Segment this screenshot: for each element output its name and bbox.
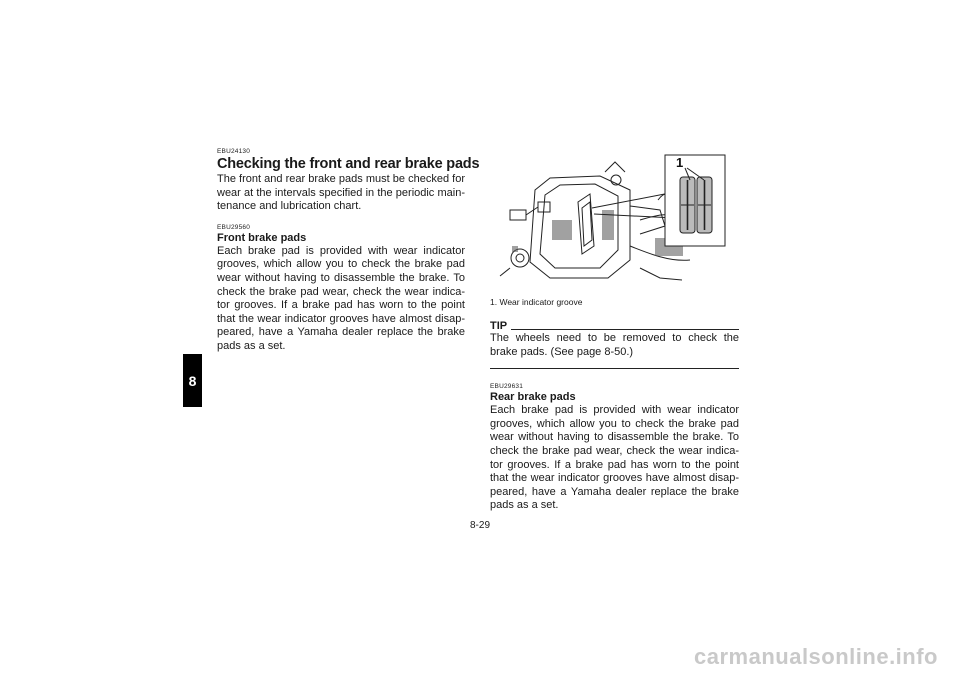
figure-callout-1: 1 [676,155,684,170]
subsection-code: EBU29560 [217,223,251,231]
watermark: carmanualsonline.info [694,644,938,669]
front-pads-paragraph: Each brake pad is provided with wear indicator grooves, which allow you to check the brake pad wear without having to disassemble the brake. To check the brake pad wear, check the wear indica-tor grooves. If a brake pad has worn to the point that the wear indicator grooves have almost disap-peared, have a Yamaha dealer replace the brake pads as a set. [217,244,465,352]
rear-section-code: EBU29631 [490,383,524,391]
rear-pads-heading: Rear brake pads [490,391,576,404]
tip-text: The wheels need to be removed to check the brake pads. (See page 8-50.) [490,332,739,358]
section-code: EBU24130 [217,148,251,155]
page-number: 8-29 [469,520,490,531]
brake-pad-figure [490,150,739,293]
chapter-tab: 8 [183,354,202,407]
tip-divider [511,329,739,330]
rear-pads-paragraph: Each brake pad is provided with wear indicator grooves, which allow you to check the brake pad wear without having to disassemble the brake. To check the brake pad wear, check the wear indica-tor grooves. If a brake pad has worn to the point that the wear indicator grooves have almost disap-peared, have a Yamaha dealer replace the brake pads as a set. [490,404,739,512]
left-column [217,148,480,354]
figure-caption: 1. Wear indicator groove [490,297,583,307]
section-title: Checking the front and rear brake pads [217,156,480,172]
intro-paragraph: The front and rear brake pads must be checked for wear at the intervals specified in the periodic main-tenance and lubrication chart. [217,173,465,213]
right-column [490,150,739,513]
front-pads-heading: Front brake pads [217,231,307,244]
tip-box [490,320,739,369]
brake-caliper-illustration [490,150,739,293]
tip-label: TIP [490,320,508,332]
